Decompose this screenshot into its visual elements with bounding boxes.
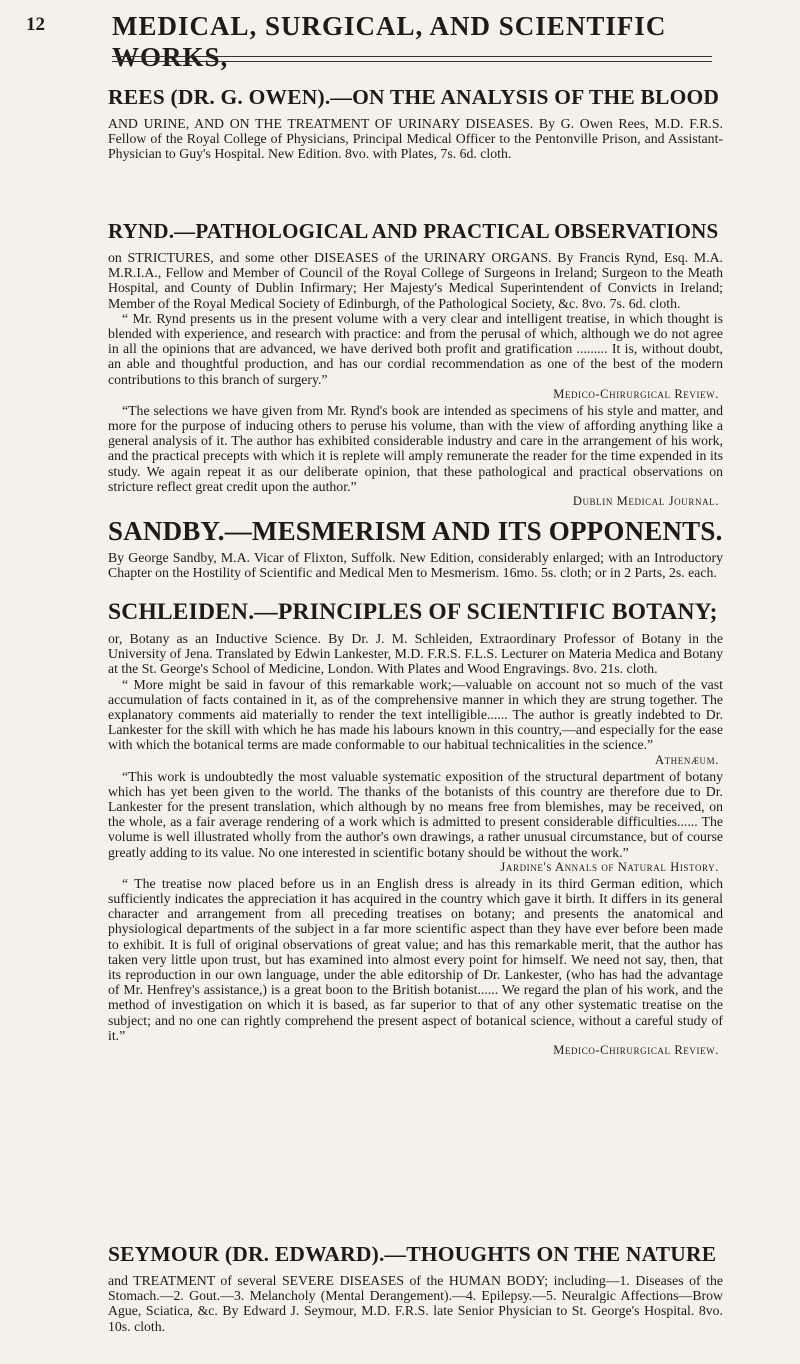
entry-description: on STRICTURES, and some other DISEASES of the URINARY ORGANS. By Francis Rynd, Esq. M.A. M.R.I.A., Fellow and Member of Council of the Royal College of Surgeons in Ireland; Surgeon to the Meath Hospital, and County of Dublin Infirmary; Her Majesty's Medical Superintendent of Convicts in Ireland; Member of the Royal Medical Society of Edinburgh, of the Pathological Society, &c. 8vo. 7s. 6d. cloth. [108,250,723,311]
page-number: 12 [26,14,45,35]
entry-heading: SEYMOUR (DR. EDWARD).—THOUGHTS ON THE NATURE [108,1242,717,1266]
review-source: Athenæum. [654,752,719,767]
entry-description: and TREATMENT of several SEVERE DISEASES of the HUMAN BODY; including—1. Diseases of the Stomach.—2. Gout.—3. Melancholy (Mental Derangement).—4. Epilepsy.—5. Neuralgic Affections—Brow Ague, Sciatica, &c. By Edward J. Seymour, M.D. F.R.S. late Senior Physician to St. George's Hospital. 8vo. 10s. cloth. [108,1273,723,1334]
review-quote: “This work is undoubtedly the most valuable systematic exposition of the structural department of botany which has yet been given to the world. The thanks of the botanists of this country are therefore due to Dr. Lankester for the present translation, which although by no means free from blemishes, may be received, on the whole, as a fair average rendering of a work which is admitted to present considerable difficulties...... The volume is well illustrated wholly from the author's own drawings, a rather unusual circumstance, but of course greatly adding to its value. No one interested in scientific botany should be without the work.” [108,768,723,860]
catalogue-entry-sandby [108,516,723,580]
entry-description: AND URINE, AND ON THE TREATMENT OF URINARY DISEASES. By G. Owen Rees, M.D. F.R.S. Fellow of the Royal College of Physicians, Principal Medical Officer to the Pentonville Prison, and Assistant-Physician to Guy's Hospital. New Edition. 8vo. with Plates, 7s. 6d. cloth. [108,116,723,162]
review-quote: “ The treatise now placed before us in an English dress is already in its third German edition, which sufficiently indicates the appreciation it has acquired in the country which gave it birth. It differs in its general character and arrangement from all preceding treatises on botany; and presents the anatomical and physiological departments of the subject in a far more scientific aspect than they have ever before been made to exhibit. It is full of original observations of great value; and has this remarkable merit, that the author has taken very little upon trust, but has examined into almost every point for himself. We need not say, then, that its reproduction in our own language, under the able editorship of Dr. Lankester, (who has had the advantage of Mr. Henfrey's assistance,) is a great boon to the British botanist...... We regard the plan of his work, and the method of investigation on which it is based, as far superior to that of any other systematic treatise on the subject; and no one can rightly comprehend the present aspect of botanical science, without a careful study of it.” [108,875,723,1043]
review-source: Medico-Chirurgical Review. [553,1043,719,1058]
running-head: MEDICAL, SURGICAL, AND SCIENTIFIC WORKS, [112,11,667,72]
entry-heading: SCHLEIDEN.—PRINCIPLES OF SCIENTIFIC BOTANY; [108,599,718,625]
catalogue-entry-rees [108,82,723,162]
review-quote: “ Mr. Rynd presents us in the present volume with a very clear and intelligent treatise, in which thought is blended with experience, and research with practice: and from the perusal of which, although we do not agree in all the opinions that are advanced, we have derived both profit and gratification ......... It is, without doubt, an able and thoughtful production, and has our cordial recommendation as one of the best of the modern contributions to this branch of surgery.” [108,310,723,387]
entry-heading: RYND.—PATHOLOGICAL AND PRACTICAL OBSERVATIONS [108,219,719,243]
header-rule [112,56,712,57]
review-quote: “The selections we have given from Mr. Rynd's book are intended as specimens of his style and matter, and more for the purpose of inducing others to peruse his volume, than with the view of affording anything like a general analysis of it. The author has exhibited considerable industry and care in the arrangement of his work, and the practical precepts with which it is replete will amply remunerate the reader for the time expended in its study. We again repeat it as our deliberate opinion, that these pathological and practical observations on stricture reflect great credit upon the author.” [108,402,723,494]
header-rule [112,61,712,62]
entry-heading: REES (DR. G. OWEN).—ON THE ANALYSIS OF THE BLOOD [108,85,720,109]
review-source: Jardine's Annals of Natural History. [500,859,719,874]
review-source: Dublin Medical Journal. [572,494,719,509]
catalogue-entry-rynd [108,216,723,510]
catalogue-entry-seymour [108,1239,723,1334]
catalogue-entry-schleiden [108,597,723,1059]
review-source: Medico-Chirurgical Review. [553,386,719,401]
entry-description: or, Botany as an Inductive Science. By Dr. J. M. Schleiden, Extraordinary Professor of Botany in the University of Jena. Translated by Edwin Lankester, M.D. F.R.S. F.L.S. Lecturer on Materia Medica and Botany at the St. George's School of Medicine, London. With Plates and Wood Engravings. 8vo. 21s. cloth. [108,631,723,677]
entry-description: By George Sandby, M.A. Vicar of Flixton, Suffolk. New Edition, considerably enlarged; with an Introductory Chapter on the Hostility of Scientific and Medical Men to Mesmerism. 16mo. 5s. cloth; or in 2 Parts, 2s. each. [108,550,723,581]
review-quote: “ More might be said in favour of this remarkable work;—valuable on account not so much of the vast accumulation of facts contained in it, as of the comprehensive manner in which they are strung together. The explanatory comments aid materially to render the text intelligible...... The author is greatly indebted to Dr. Lankester for the skill with which he has made his labours known in this country,—and especially for the ease with which the botanical terms are made conformable to our habitual technicalities in the science.” [108,676,723,753]
entry-heading: SANDBY.—MESMERISM AND ITS OPPONENTS. [108,516,723,546]
